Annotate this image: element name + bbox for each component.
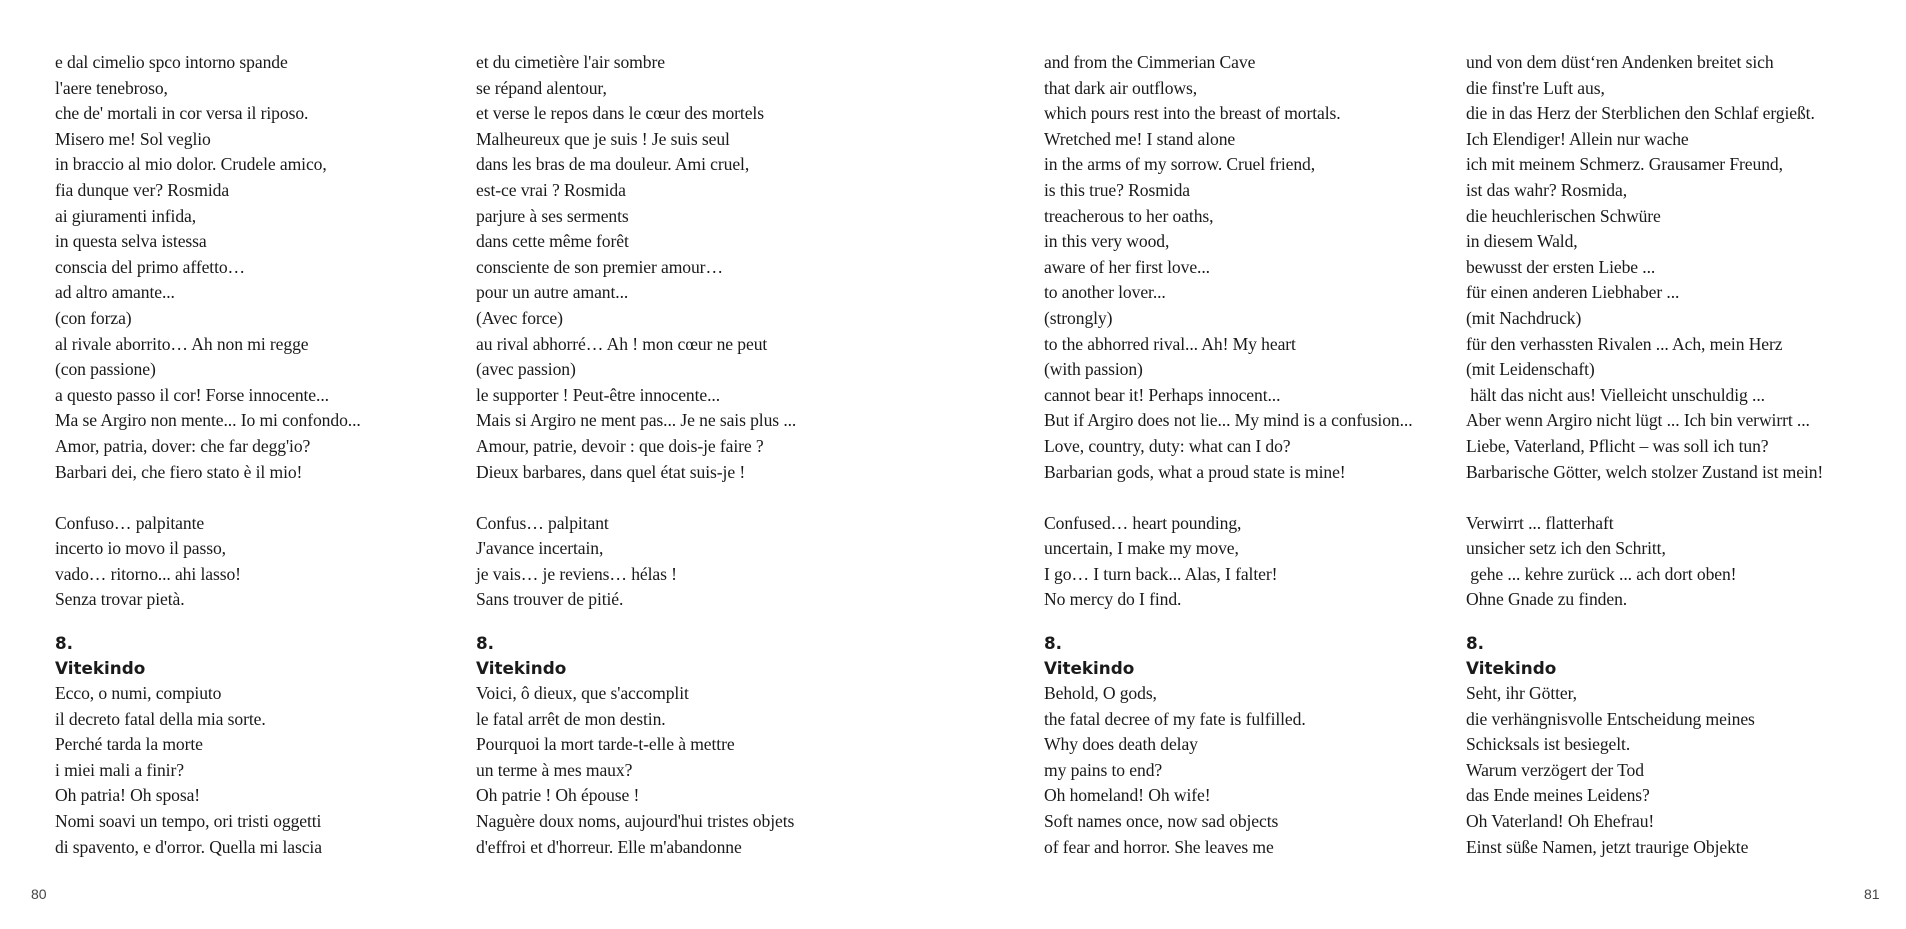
verse-line: is this true? Rosmida [1044,179,1190,200]
verse-line: Oh homeland! Oh wife! [1044,785,1211,806]
verse-line: Barbarian gods, what a proud state is mine! [1044,461,1346,482]
character-name: Vitekindo [1044,658,1135,679]
verse-line: Amor, patria, dover: che far degg'io? [55,435,311,456]
verse-line: Malheureux que je suis ! Je suis seul [476,128,730,149]
verse-line: treacherous to her oaths, [1044,205,1214,226]
stanza-break [55,485,361,511]
verse-line: Behold, O gods, [1044,683,1157,704]
verse-line: Ohne Gnade zu finden. [1466,589,1628,610]
verse-line: Perché tarda la morte [55,734,203,755]
verse-line: in this very wood, [1044,231,1170,252]
verse-line: dans cette même forêt [476,231,629,252]
verse-line: (con forza) [55,307,132,328]
verse-line: di spavento, e d'orror. Quella mi lascia [55,836,322,857]
verse-line: Barbari dei, che fiero stato è il mio! [55,461,303,482]
verse-line: parjure à ses serments [476,205,629,226]
verse-line: uncertain, I make my move, [1044,538,1239,559]
verse-line: of fear and horror. She leaves me [1044,836,1274,857]
verse-line: the fatal decree of my fate is fulfilled. [1044,708,1306,729]
verse-line: che de' mortali in cor versa il riposo. [55,103,309,124]
verse-line: Barbarische Götter, welch stolzer Zustand ist mein! [1466,461,1824,482]
verse-line: Schicksals ist besiegelt. [1466,734,1631,755]
stanza-break [1044,613,1413,631]
verse-line: Ich Elendiger! Allein nur wache [1466,128,1689,149]
verse-line: un terme à mes maux? [476,759,633,780]
verse-line: and from the Cimmerian Cave [1044,52,1256,72]
verse-line: (avec passion) [476,359,576,380]
verse-line: Dieux barbares, dans quel état suis-je ! [476,461,746,482]
verse-line: die verhängnisvolle Entscheidung meines [1466,708,1755,729]
verse-line: vado… ritorno... ahi lasso! [55,563,241,584]
verse-line: Oh patrie ! Oh épouse ! [476,785,640,806]
verse-line: für einen anderen Liebhaber ... [1466,282,1680,303]
verse-line: (mit Nachdruck) [1466,307,1582,328]
verse-line: pour un autre amant... [476,282,629,303]
verse-line: Naguère doux noms, aujourd'hui tristes objets [476,811,795,832]
verse-line: die heuchlerischen Schwüre [1466,205,1661,226]
verse-line: But if Argiro does not lie... My mind is a confusion... [1044,410,1413,431]
verse-line: Why does death delay [1044,734,1198,755]
french-column [476,50,796,860]
verse-line: e dal cimelio spco intorno spande [55,52,288,72]
verse-line: al rivale aborrito… Ah non mi regge [55,333,309,354]
verse-line: Einst süße Namen, jetzt traurige Objekte [1466,836,1749,857]
verse-line: Senza trovar pietà. [55,589,185,610]
verse-line: conscia del primo affetto… [55,256,246,277]
german-column [1466,50,1823,860]
verse-line: Confus… palpitant [476,512,609,533]
verse-line: Voici, ô dieux, que s'accomplit [476,683,689,704]
verse-line: hält das nicht aus! Vielleicht unschuldig ... [1466,384,1765,405]
section-number: 8. [476,633,495,654]
verse-line: i miei mali a finir? [55,759,184,780]
verse-line: Sans trouver de pitié. [476,589,624,610]
verse-line: J'avance incertain, [476,538,604,559]
verse-line: No mercy do I find. [1044,589,1182,610]
verse-line: gehe ... kehre zurück ... ach dort oben! [1466,563,1737,584]
verse-line: le fatal arrêt de mon destin. [476,708,666,729]
verse-line: Amour, patrie, devoir : que dois-je faire ? [476,435,764,456]
verse-line: Soft names once, now sad objects [1044,811,1279,832]
verse-line: Pourquoi la mort tarde-t-elle à mettre [476,734,735,755]
verse-line: dans les bras de ma douleur. Ami cruel, [476,154,750,175]
verse-line: (strongly) [1044,307,1113,328]
verse-line: für den verhassten Rivalen ... Ach, mein Herz [1466,333,1783,354]
character-name: Vitekindo [476,658,567,679]
verse-line: est-ce vrai ? Rosmida [476,179,626,200]
stanza-break [1044,485,1413,511]
verse-line: that dark air outflows, [1044,77,1198,98]
stanza-break [1466,485,1823,511]
verse-line: se répand alentour, [476,77,607,98]
verse-line: (mit Leidenschaft) [1466,359,1595,380]
verse-line: (con passione) [55,359,156,380]
stanza-break [1466,613,1823,631]
verse-line: Ma se Argiro non mente... Io mi confondo... [55,410,361,431]
verse-line: in questa selva istessa [55,231,207,252]
verse-line: et verse le repos dans le cœur des mortels [476,103,764,124]
verse-line: Love, country, duty: what can I do? [1044,435,1291,456]
verse-line: in diesem Wald, [1466,231,1578,252]
verse-line: unsicher setz ich den Schritt, [1466,538,1666,559]
verse-line: Oh patria! Oh sposa! [55,785,201,806]
verse-line: Seht, ihr Götter, [1466,683,1577,704]
verse-line: Liebe, Vaterland, Pflicht – was soll ich tun? [1466,435,1769,456]
verse-line: to the abhorred rival... Ah! My heart [1044,333,1296,354]
page-number-right: 81 [1864,886,1880,902]
verse-line: ai giuramenti infida, [55,205,197,226]
stanza-break [476,485,796,511]
verse-line: Nomi soavi un tempo, ori tristi oggetti [55,811,322,832]
verse-line: Verwirrt ... flatterhaft [1466,512,1614,533]
verse-line: a questo passo il cor! Forse innocente... [55,384,329,405]
verse-line: ad altro amante... [55,282,175,303]
verse-line: in braccio al mio dolor. Crudele amico, [55,154,327,175]
verse-line: d'effroi et d'horreur. Elle m'abandonne [476,836,742,857]
verse-line: I go… I turn back... Alas, I falter! [1044,563,1278,584]
stanza-break [476,613,796,631]
verse-line: Wretched me! I stand alone [1044,128,1236,149]
verse-line: to another lover... [1044,282,1166,303]
verse-line: au rival abhorré… Ah ! mon cœur ne peut [476,333,768,354]
verse-line: et du cimetière l'air sombre [476,52,665,72]
verse-line: il decreto fatal della mia sorte. [55,708,266,729]
verse-line: ist das wahr? Rosmida, [1466,179,1628,200]
verse-line: ich mit meinem Schmerz. Grausamer Freund, [1466,154,1783,175]
verse-line: und von dem düst‘ren Andenken breitet sich [1466,52,1774,72]
verse-line: in the arms of my sorrow. Cruel friend, [1044,154,1316,175]
verse-line: Confuso… palpitante [55,512,205,533]
verse-line: je vais… je reviens… hélas ! [476,563,677,584]
verse-line: incerto io movo il passo, [55,538,226,559]
character-name: Vitekindo [1466,658,1557,679]
verse-line: Confused… heart pounding, [1044,512,1242,533]
verse-line: Ecco, o numi, compiuto [55,683,222,704]
verse-line: (with passion) [1044,359,1143,380]
verse-line: das Ende meines Leidens? [1466,785,1650,806]
verse-line: Warum verzögert der Tod [1466,759,1644,780]
verse-line: cannot bear it! Perhaps innocent... [1044,384,1281,405]
verse-line: (Avec force) [476,307,563,328]
verse-line: Mais si Argiro ne ment pas... Je ne sais plus ... [476,410,797,431]
character-name: Vitekindo [55,658,146,679]
english-column [1044,50,1413,860]
verse-line: fia dunque ver? Rosmida [55,179,230,200]
section-number: 8. [55,633,74,654]
section-number: 8. [1044,633,1063,654]
verse-line: die finst're Luft aus, [1466,77,1605,98]
verse-line: Misero me! Sol veglio [55,128,211,149]
verse-line: my pains to end? [1044,759,1163,780]
verse-line: consciente de son premier amour… [476,256,723,277]
verse-line: bewusst der ersten Liebe ... [1466,256,1656,277]
verse-line: aware of her first love... [1044,256,1210,277]
stanza-break [55,613,361,631]
verse-line: l'aere tenebroso, [55,77,168,98]
section-number: 8. [1466,633,1485,654]
verse-line: le supporter ! Peut-être innocente... [476,384,720,405]
italian-column [55,50,361,860]
verse-line: die in das Herz der Sterblichen den Schlaf ergießt. [1466,103,1815,124]
verse-line: Oh Vaterland! Oh Ehefrau! [1466,811,1655,832]
page-number-left: 80 [31,886,47,902]
verse-line: Aber wenn Argiro nicht lügt ... Ich bin verwirrt ... [1466,410,1810,431]
verse-line: which pours rest into the breast of mortals. [1044,103,1341,124]
